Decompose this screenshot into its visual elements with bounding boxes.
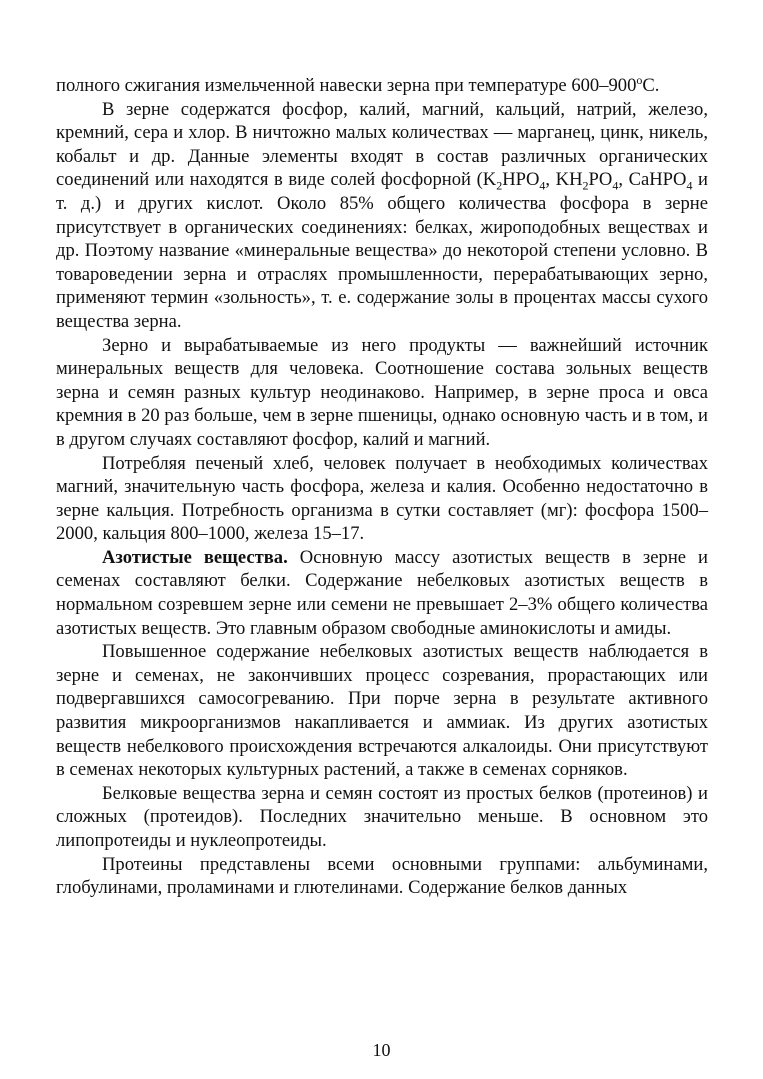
text-run: В зерне содержатся фосфор, калий, магний, кальций, натрий, железо, кремний, сера и хлор. В ничтожно малых количествах — марганец, цинк, никель, кобальт и др. Данные элементы входят в состав различных органических соединений или находятся в виде солей фосфорной (K [56, 98, 708, 191]
subscript: 4 [539, 179, 546, 194]
text-run: , KH [545, 169, 583, 191]
text-run: С. [642, 75, 660, 96]
subscript: 2 [496, 179, 503, 194]
subscript: 2 [582, 179, 589, 194]
paragraph-grain-products: Зерно и вырабатываемые из него продукты — важнейший источник минеральных веществ для человека. Соотношение состава зольных веществ зерна и семян разных культур неодинаково. Например, в зерне проса и овса кремния в 20 раз больше, чем в зерне пшеницы, однако основную часть и в том, и в другом случаях составляют фосфор, калий и магний. [56, 334, 708, 450]
section-heading: Азотистые вещества. [102, 546, 288, 568]
text-run: и т. д.) и других кислот. Около 85% общего количества фосфора в зерне присутствует в органических соединениях: белках, жироподобных веществах и др. Поэтому название «минеральные вещества» до некоторой степени условно. В товароведении зерна и отраслях промышленности, перерабатывающих зерно, применяют термин «зольность», т. е. содержание золы в процентах массы сухого вещества зерна. [56, 169, 709, 332]
paragraph-proteins: Белковые вещества зерна и семян состоят из простых белков (протеинов) и сложных (протеидов). Последних значительно меньше. В основном это липопротеиды и нуклеопротеиды. [56, 782, 708, 851]
text-run: полного сжигания измельченной навески зерна при температуре 600–900 [56, 75, 637, 96]
subscript: 4 [612, 179, 619, 194]
body-text [56, 74, 708, 900]
text-run: , CaHPO [618, 169, 687, 191]
subscript: 4 [686, 179, 693, 194]
paragraph-continuation [56, 74, 708, 98]
paragraph-bread: Потребляя печеный хлеб, человек получает в необходимых количествах магний, значительную часть фосфора, железа и калия. Особенно недостаточно в зерне кальция. Потребность организма в сутки составляет (мг): фосфора 1500–2000, кальция 800–1000, железа 15–17. [56, 452, 708, 545]
paragraph-minerals [56, 98, 708, 334]
text-run: Основную массу азотистых веществ в зерне и семенах составляют белки. Содержание небелковых азотистых веществ в нормальном созревшем зерне или семени не превышает 2–3% общего количества азотистых веществ. Это главным образом свободные аминокислоты и амиды. [56, 546, 709, 639]
page-number: 10 [372, 1040, 391, 1060]
paragraph-nitrogen [56, 546, 708, 640]
paragraph-non-protein: Повышенное содержание небелковых азотистых веществ наблюдается в зерне и семенах, не закончивших процесс созревания, прорастающих или подвергавшихся самосогреванию. При порче зерна в результате активного развития микроорганизмов накапливается и аммиак. Из других азотистых веществ небелкового происхождения встречаются алкалоиды. Они присутствуют в семенах некоторых культурных растений, а также в семенах сорняков. [56, 641, 708, 781]
paragraph-protein-groups: Протеины представлены всеми основными группами: альбуминами, глобулинами, проламинами и глютелинами. Содержание белков данных [56, 853, 708, 899]
degree-superscript: о [636, 72, 643, 87]
text-run: PO [588, 169, 613, 191]
text-run: HPO [502, 169, 540, 191]
